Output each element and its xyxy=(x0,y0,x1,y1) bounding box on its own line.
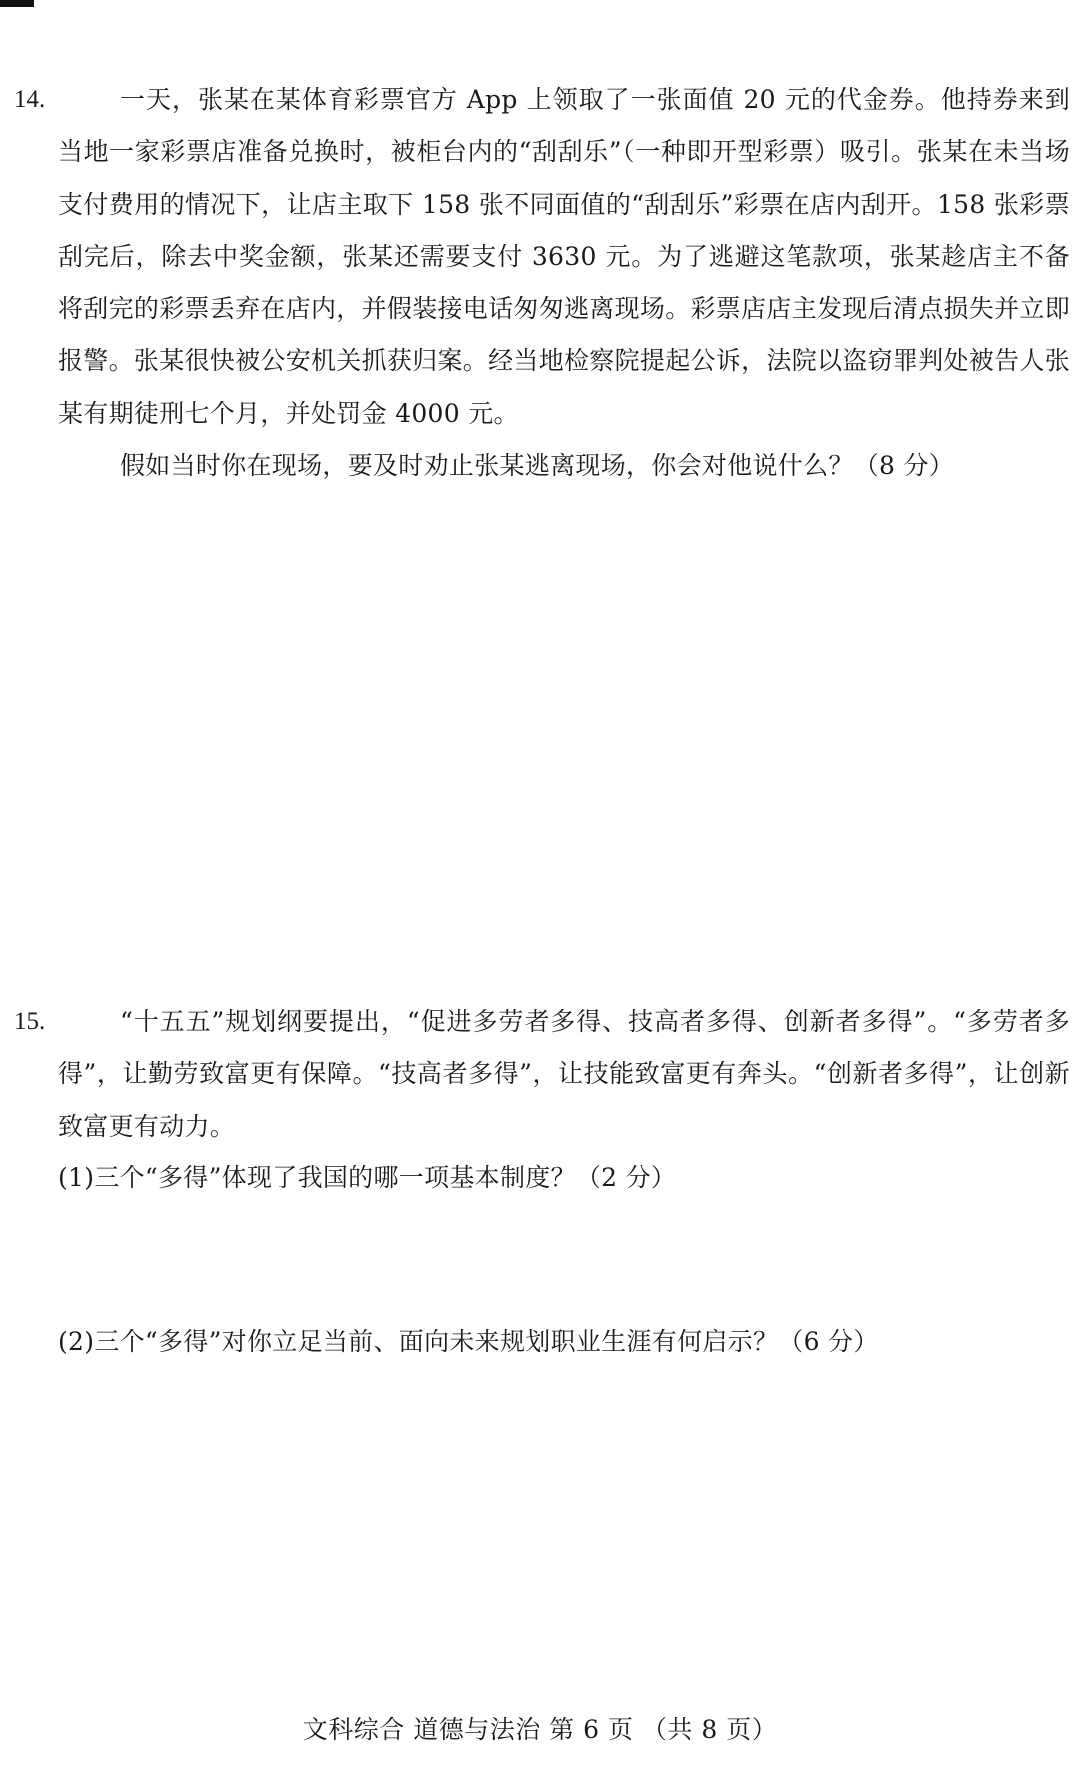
question-body: 一天，张某在某体育彩票官方 App 上领取了一张面值 20 元的代金券。他持券来到当地一家彩票店准备兑换时，被柜台内的“刮刮乐”（一种即开型彩票）吸引。张某在未当场支付费用的情况下，让店主取下 158 张不同面值的“刮刮乐”彩票在店内刮开。158 张彩票刮完后，除去中奖金额，张某还需要支付 3630 元。为了逃避这笔款项，张某趁店主不备将刮完的彩票丢弃在店内，并假装接电话匆匆逃离现场。彩票店店主发现后清点损失并立即报警。张某很快被公安机关抓获归案。经当地检察院提起公诉，法院以盗窃罪判处被告人张某有期徒刑七个月，并处罚金 4000 元。 xyxy=(58,85,1071,428)
sub-question-1: (1)三个“多得”体现了我国的哪一项基本制度？（2 分） xyxy=(58,1163,677,1192)
question-prompt: 假如当时你在现场，要及时劝止张某逃离现场，你会对他说什么？（8 分） xyxy=(120,451,955,480)
corner-mark xyxy=(0,0,34,7)
sub-question-2: (2)三个“多得”对你立足当前、面向未来规划职业生涯有何启示？（6 分） xyxy=(58,1327,879,1356)
page-footer: 文科综合 道德与法治 第 6 页 （共 8 页） xyxy=(302,1715,778,1744)
question-number: 15. xyxy=(14,1008,46,1035)
question-body: “十五五”规划纲要提出，“促进多劳者多得、技高者多得、创新者多得”。“多劳者多得”，让勤劳致富更有保障。“技高者多得”，让技能致富更有奔头。“创新者多得”，让创新致富更有动力。 xyxy=(58,1007,1070,1141)
question-number: 14. xyxy=(14,86,46,113)
